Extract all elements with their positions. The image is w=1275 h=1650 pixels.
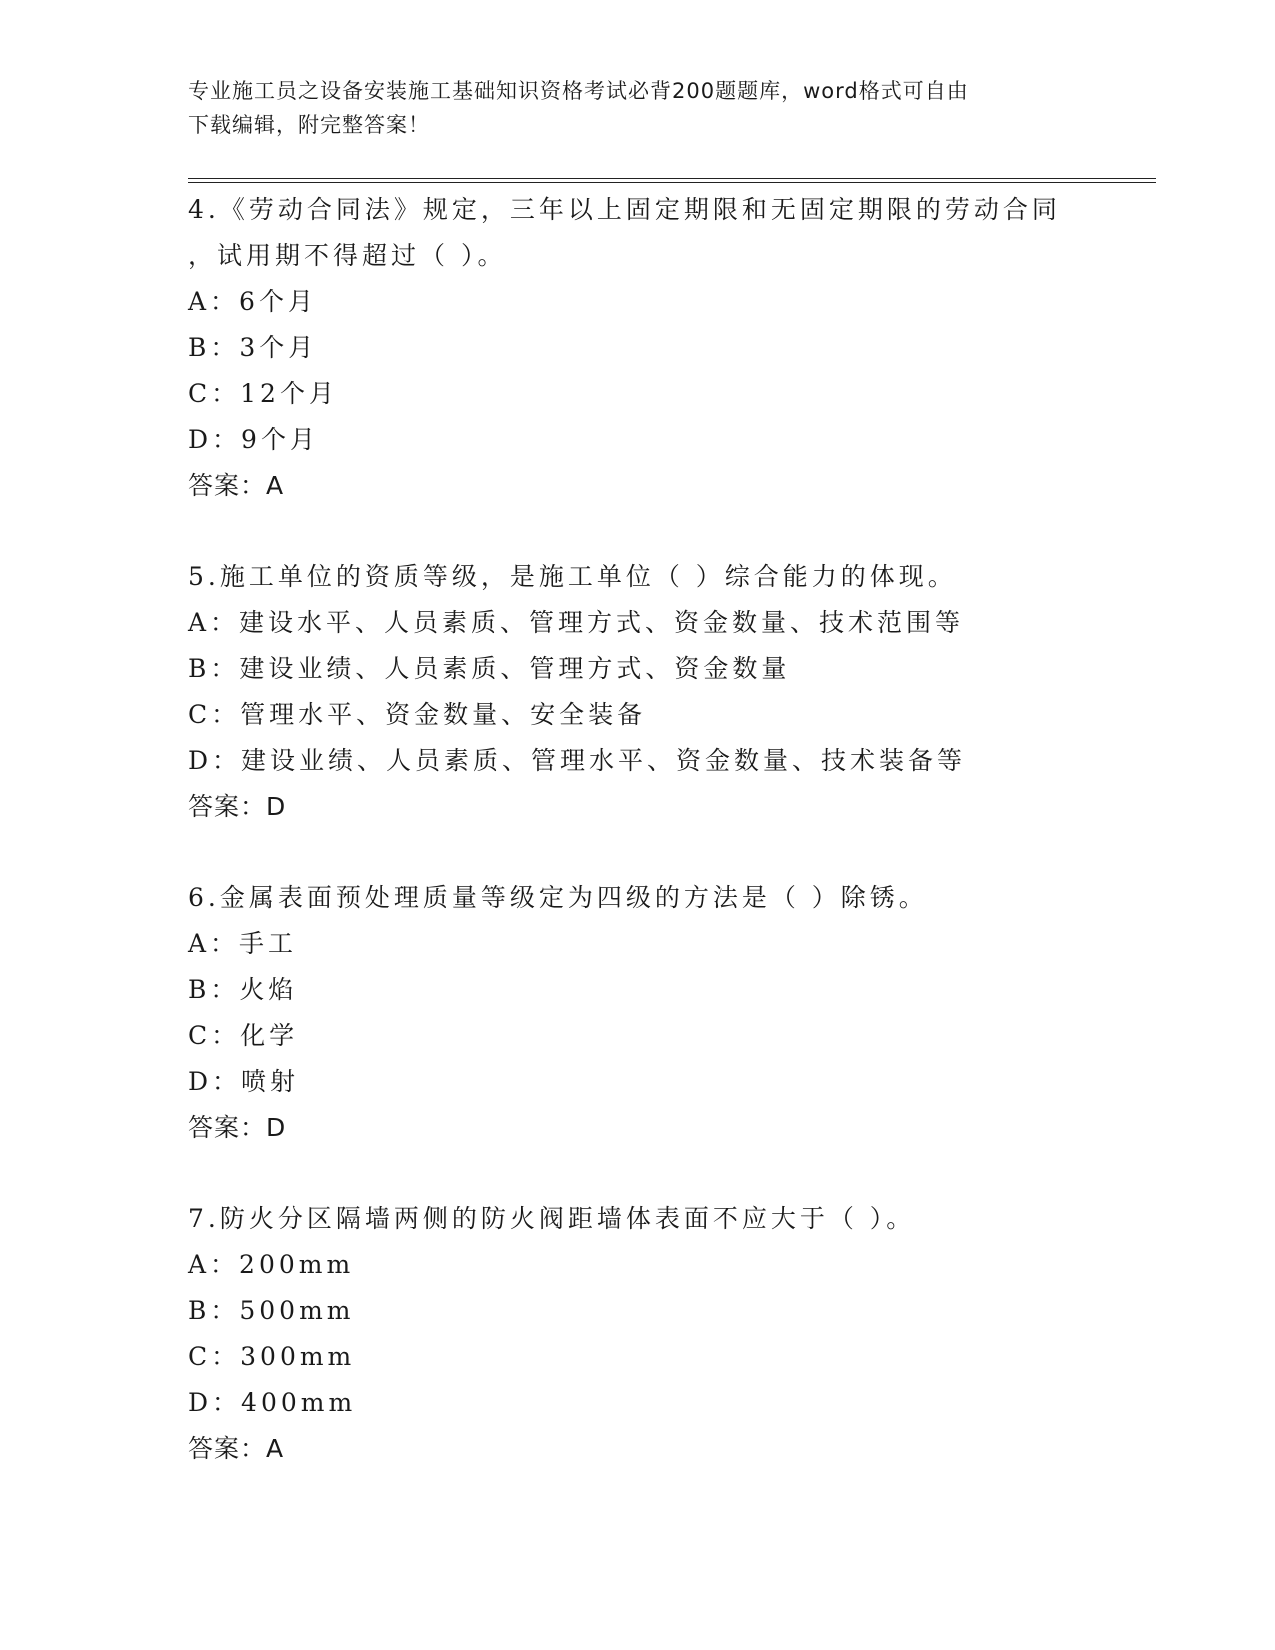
question-6 — [188, 875, 1088, 1151]
question-stem: 5.施工单位的资质等级，是施工单位（ ）综合能力的体现。 — [188, 562, 957, 591]
answer: 答案：A — [188, 471, 285, 500]
option-d: D：喷射 — [188, 1067, 300, 1096]
option-b: B：3个月 — [188, 333, 318, 362]
option-c: C：管理水平、资金数量、安全装备 — [188, 700, 647, 729]
option-c: C：12个月 — [188, 379, 338, 408]
question-list — [188, 187, 1088, 1517]
question-stem-continued: ，试用期不得超过（ ）。 — [188, 241, 507, 270]
question-stem: 4.《劳动合同法》规定，三年以上固定期限和无固定期限的劳动合同 — [188, 195, 1061, 224]
option-a: A：6个月 — [188, 287, 317, 316]
question-7 — [188, 1196, 1088, 1472]
header-title-line-2: 下载编辑，附完整答案！ — [188, 113, 430, 137]
answer: 答案：D — [188, 1113, 287, 1142]
option-b: B：500mm — [188, 1296, 355, 1325]
answer: 答案：D — [188, 792, 287, 821]
option-c: C：化学 — [188, 1021, 299, 1050]
question-stem: 7.防火分区隔墙两侧的防火阀距墙体表面不应大于（ ）。 — [188, 1204, 916, 1233]
option-c: C：300mm — [188, 1342, 356, 1371]
option-a: A：手工 — [188, 929, 298, 958]
option-d: D：9个月 — [188, 425, 319, 454]
option-b: B：建设业绩、人员素质、管理方式、资金数量 — [188, 654, 791, 683]
option-a: A：200mm — [188, 1250, 355, 1279]
answer: 答案：A — [188, 1434, 285, 1463]
question-4 — [188, 187, 1088, 509]
question-5 — [188, 554, 1088, 830]
option-b: B：火焰 — [188, 975, 298, 1004]
question-stem: 6.金属表面预处理质量等级定为四级的方法是（ ）除锈。 — [188, 883, 928, 912]
header-title-line-1: 专业施工员之设备安装施工基础知识资格考试必背200题题库，word格式可自由 — [188, 79, 969, 103]
option-d: D：建设业绩、人员素质、管理水平、资金数量、技术装备等 — [188, 746, 967, 775]
option-a: A：建设水平、人员素质、管理方式、资金数量、技术范围等 — [188, 608, 965, 637]
option-d: D：400mm — [188, 1388, 357, 1417]
document-header — [188, 74, 1068, 142]
header-divider — [188, 178, 1156, 183]
